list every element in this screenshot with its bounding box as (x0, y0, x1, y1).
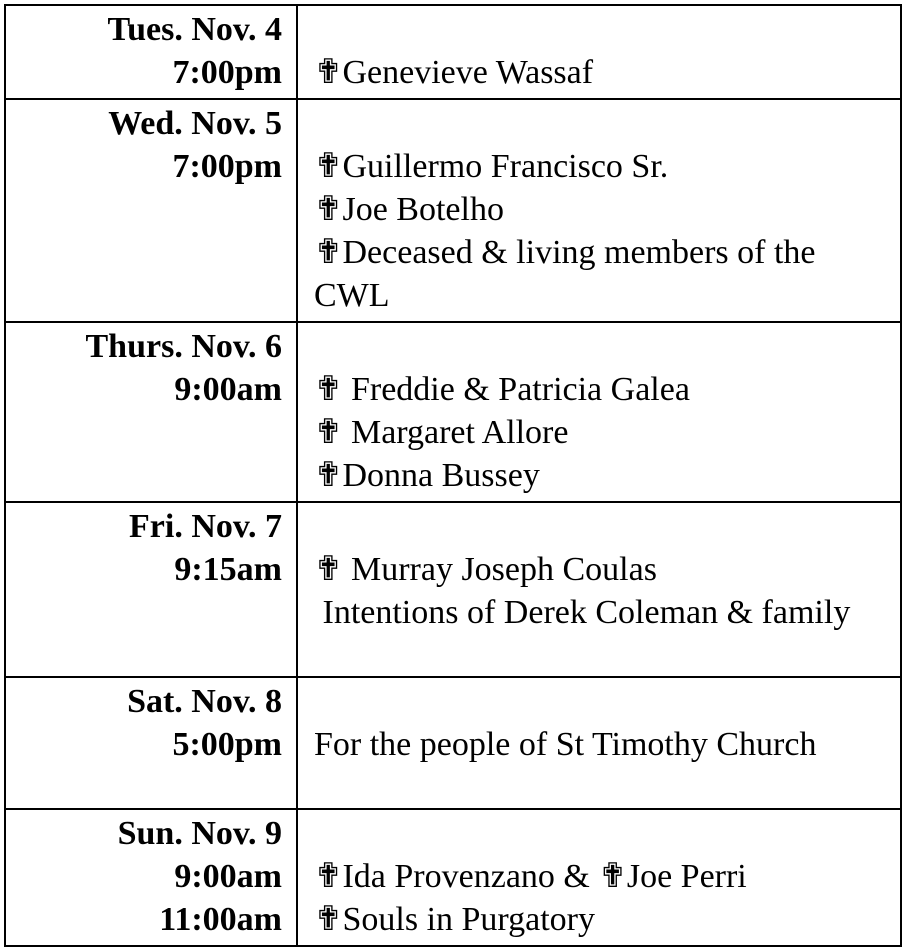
mass-time: 5:00pm (172, 726, 282, 763)
mass-date: Thurs. Nov. 6 (85, 328, 282, 365)
mass-time: 9:15am (174, 551, 282, 588)
intention: ✟ Murray Joseph Coulas (314, 551, 657, 588)
intentions-cell (297, 809, 901, 946)
intentions-cell (297, 322, 901, 502)
date-time-cell (5, 5, 297, 99)
date-time-cell (5, 99, 297, 322)
intention: ✟Genevieve Wassaf (314, 54, 594, 91)
intention: ✟Donna Bussey (314, 457, 540, 494)
intentions-cell (297, 99, 901, 322)
mass-time: 9:00am (174, 371, 282, 408)
mass-time: 7:00pm (172, 54, 282, 91)
mass-date: Sun. Nov. 9 (117, 815, 282, 852)
intentions-cell (297, 502, 901, 677)
intention: ✟Joe Botelho (314, 191, 504, 228)
schedule-row (5, 99, 901, 322)
intention: ✟Ida Provenzano & ✟Joe Perri (314, 858, 747, 895)
schedule-row (5, 677, 901, 809)
mass-date: Wed. Nov. 5 (108, 105, 282, 142)
mass-date: Fri. Nov. 7 (129, 508, 282, 545)
schedule-row (5, 502, 901, 677)
mass-date: Tues. Nov. 4 (107, 11, 282, 48)
mass-date: Sat. Nov. 8 (127, 683, 282, 720)
mass-time: 11:00am (159, 901, 282, 938)
mass-intentions-table (4, 4, 902, 947)
date-time-cell (5, 809, 297, 946)
schedule-row (5, 322, 901, 502)
intention: Intentions of Derek Coleman & family (314, 594, 851, 631)
intentions-cell (297, 677, 901, 809)
date-time-cell (5, 677, 297, 809)
intentions-cell (297, 5, 901, 99)
schedule-row (5, 809, 901, 946)
date-time-cell (5, 322, 297, 502)
intention: ✟Souls in Purgatory (314, 901, 595, 938)
intention: ✟Guillermo Francisco Sr. (314, 148, 669, 185)
intention: ✟ Margaret Allore (314, 414, 569, 451)
mass-time: 7:00pm (172, 148, 282, 185)
date-time-cell (5, 502, 297, 677)
intention: ✟Deceased & living members of the CWL (314, 234, 816, 314)
intention: For the people of St Timothy Church (314, 726, 817, 763)
schedule-row (5, 5, 901, 99)
mass-time: 9:00am (174, 858, 282, 895)
intention: ✟ Freddie & Patricia Galea (314, 371, 690, 408)
